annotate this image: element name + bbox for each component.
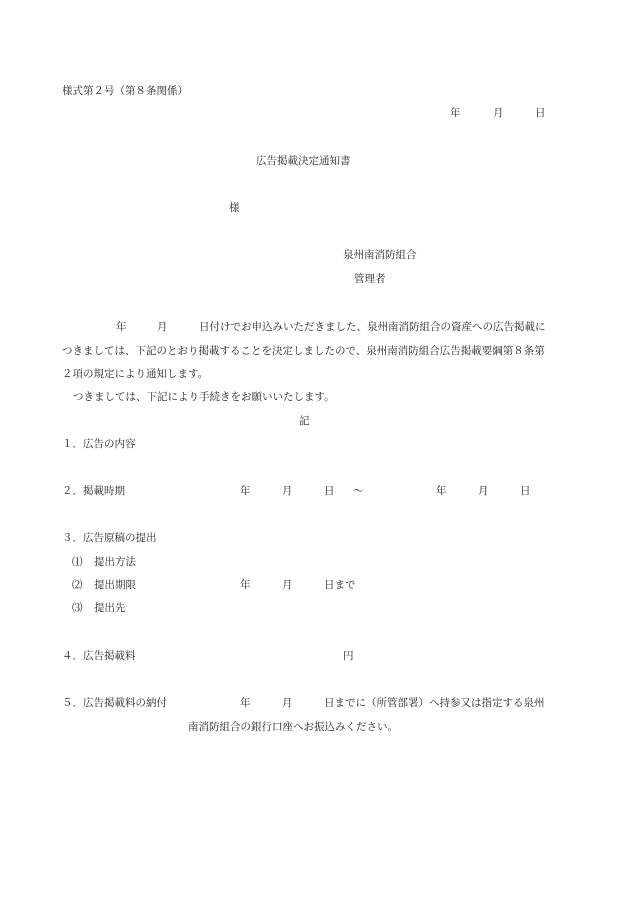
- item4-yen: 円: [343, 650, 354, 662]
- item3-sub3-label: 提出先: [94, 602, 126, 614]
- body-para1-line3: ２項の規定により通知します。: [62, 368, 209, 380]
- item3-sub1-number: ⑴: [72, 556, 83, 568]
- item1: [62, 439, 136, 450]
- sender-organization: 泉州南消防組合: [343, 249, 417, 261]
- item2-end-year: 年: [436, 485, 447, 497]
- item3-sub3: [72, 603, 126, 614]
- body-para1-line1: 日付けでお申込みいただきました、泉州南消防組合の資産への広告掲載に: [199, 321, 546, 333]
- item3-number: ３．: [62, 532, 83, 544]
- sender-role: 管理者: [354, 273, 386, 285]
- body-para2: つきましては、下記により手続きをお願いいたします。: [73, 391, 335, 403]
- item2-start-month: 月: [282, 485, 293, 497]
- body-para1-line2: つきましては、下記のとおり掲載することを決定しましたので、泉州南消防組合広告掲載要綱第８条第: [62, 345, 545, 357]
- item1-label: 広告の内容: [83, 438, 136, 450]
- item3-sub1: [72, 557, 136, 568]
- document-title: 広告掲載決定通知書: [256, 155, 351, 167]
- item3-sub2-day: 日まで: [324, 579, 356, 591]
- date-day: 日: [535, 107, 546, 119]
- item3-sub3-number: ⑶: [72, 602, 83, 614]
- item3: [62, 533, 157, 544]
- addressee-suffix: 様: [229, 202, 240, 214]
- item3-sub2-label: 提出期限: [94, 579, 136, 591]
- item5-text-line2: 南消防組合の銀行口座へお振込みください。: [188, 721, 398, 733]
- body-para1-month: 月: [157, 321, 168, 333]
- item4-label: 広告掲載料: [83, 650, 136, 662]
- item4-number: ４．: [62, 650, 83, 662]
- item5-text-line1: 日までに（所管部署）へ持参又は指定する泉州: [324, 697, 545, 709]
- item2-number: ２．: [62, 485, 83, 497]
- item2-end-month: 月: [478, 485, 489, 497]
- item4: [62, 651, 136, 662]
- item3-label: 広告原稿の提出: [83, 532, 157, 544]
- item2-tilde: ～: [353, 485, 364, 497]
- item3-sub2: [72, 580, 136, 591]
- date-month: 月: [493, 107, 504, 119]
- item3-sub2-year: 年: [240, 579, 251, 591]
- item5-year: 年: [240, 697, 251, 709]
- item1-number: １．: [62, 438, 83, 450]
- ki-heading: 記: [299, 415, 310, 427]
- item2-start-day: 日: [324, 485, 335, 497]
- item3-sub2-month: 月: [282, 579, 293, 591]
- item3-sub1-label: 提出方法: [94, 556, 136, 568]
- item5-number: ５．: [62, 697, 83, 709]
- item5-label: 広告掲載料の納付: [83, 697, 167, 709]
- date-year: 年: [450, 107, 461, 119]
- item2-label: 掲載時期: [83, 485, 125, 497]
- body-para1-year: 年: [116, 321, 127, 333]
- item2-start-year: 年: [240, 485, 251, 497]
- item5-month: 月: [282, 697, 293, 709]
- item5: [62, 698, 167, 709]
- item2-end-day: 日: [520, 485, 531, 497]
- item3-sub2-number: ⑵: [72, 579, 83, 591]
- item2: [62, 486, 125, 497]
- form-number: 様式第２号（第８条関係）: [62, 85, 188, 97]
